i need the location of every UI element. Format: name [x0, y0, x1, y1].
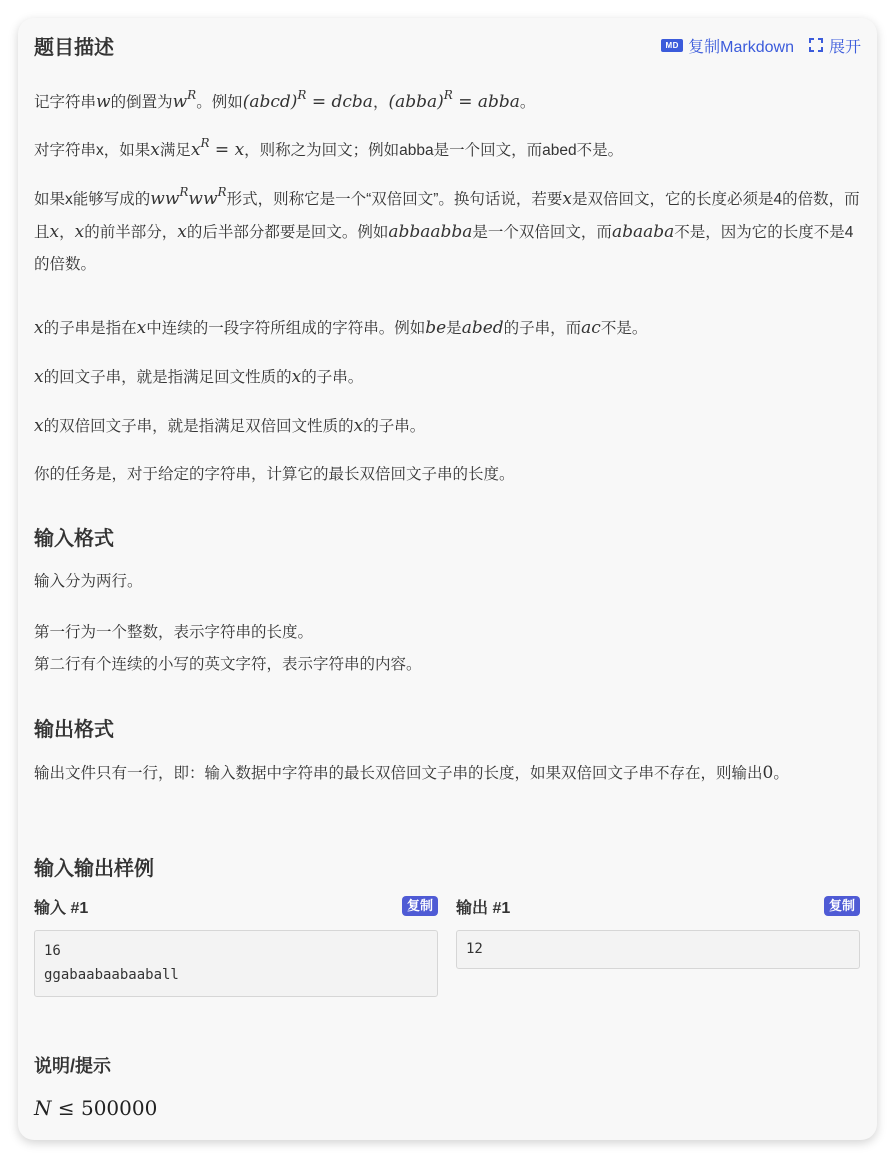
text: 形式，则称它是一个“双倍回文”。换句话说，若要 [226, 191, 563, 208]
desc-paragraph-1 [34, 86, 861, 119]
math: ww [188, 189, 218, 209]
section-title-description: 题目描述 [34, 36, 114, 59]
section-title-hint: 说明/提示 [34, 1056, 112, 1076]
math: abaaba [611, 222, 675, 242]
math-sup: R [443, 88, 453, 102]
math: w [172, 92, 188, 112]
code-line: 16 [44, 943, 61, 959]
copy-input-button[interactable]: 复制 [402, 896, 438, 916]
text: 的双倍回文子串，就是指满足双倍回文性质的 [43, 418, 354, 435]
text: 的子串。 [363, 418, 426, 435]
math: x [177, 222, 187, 242]
math: x [136, 318, 147, 338]
text: 的前半部分， [84, 224, 178, 241]
copy-markdown-button[interactable] [661, 34, 794, 57]
section-title-output-format: 输出格式 [34, 719, 114, 741]
math: abbaabba [388, 222, 473, 242]
text: ，则称之为回文；例如abba是一个回文，而abed不是。 [244, 142, 624, 159]
math: x [291, 367, 302, 387]
text: 是双倍回文，它的长度必须是4的倍数，而且 [34, 191, 860, 241]
math-sup: R [297, 88, 307, 102]
text: 中连续的一段字符所组成的字符串。例如 [146, 320, 426, 337]
input-format-p1: 输入分为两行。 [34, 573, 143, 590]
header-actions [661, 34, 861, 57]
text: 。例如 [196, 94, 243, 111]
code-line: ggabaabaabaaball [44, 967, 179, 983]
math: (abcd) [242, 92, 298, 112]
math: ww [150, 189, 180, 209]
math: x [34, 367, 44, 387]
desc-paragraph-4 [34, 312, 861, 345]
sample-output [456, 894, 860, 969]
desc-paragraph-5 [34, 361, 861, 394]
math: x [353, 416, 364, 436]
math: x [34, 318, 44, 338]
expand-label: 展开 [828, 38, 861, 56]
text: 输出文件只有一行，即：输入数据中字符串的最长双倍回文子串的长度，如果双倍回文子串不存在，则输出 [34, 765, 763, 782]
text: ， [59, 224, 75, 241]
input-format-line1: 第一行为一个整数，表示字符串的长度。 [34, 624, 314, 641]
text: 的倒置为 [110, 94, 173, 111]
problem-card [18, 18, 877, 1140]
math: (abba) [388, 92, 444, 112]
math: x [49, 222, 60, 242]
desc-paragraph-2 [34, 134, 861, 167]
text: ， [372, 94, 389, 111]
math-sup: R [217, 185, 227, 199]
text: 不是。 [600, 320, 648, 337]
math: w [96, 92, 111, 112]
math: x [74, 222, 85, 242]
math: x [150, 140, 160, 160]
math: x [190, 140, 201, 160]
math: N [34, 1096, 52, 1120]
text: 是一个双倍回文，而 [472, 224, 612, 241]
sample-input-head [34, 894, 438, 918]
math: x [34, 416, 44, 436]
math: ≤ 500000 [51, 1096, 158, 1120]
expand-button[interactable] [808, 34, 861, 57]
text: 。 [773, 765, 789, 782]
math-sup: R [179, 185, 189, 199]
code-line: 12 [466, 941, 483, 957]
sample-input-label: 输入 #1 [34, 899, 89, 917]
math: x [562, 189, 572, 209]
math: 0 [762, 763, 774, 783]
text: 对字符串x，如果 [34, 142, 151, 159]
sample-output-label: 输出 #1 [456, 899, 511, 917]
text: 。 [519, 94, 536, 111]
text: 的后半部分都要是回文。例如 [186, 224, 389, 241]
math: ac [581, 318, 601, 338]
output-format-p1 [34, 757, 861, 790]
math: = abba [452, 92, 520, 112]
text: 的子串是指在 [43, 320, 137, 337]
math: be [425, 318, 447, 338]
math-sup: R [187, 88, 197, 102]
math: = dcba [306, 92, 373, 112]
sample-output-box[interactable] [456, 930, 860, 969]
copy-output-button[interactable]: 复制 [824, 896, 860, 916]
sample-input [34, 894, 438, 997]
sample-input-box[interactable] [34, 930, 438, 997]
card-header [34, 30, 861, 60]
text: 的回文子串，就是指满足回文性质的 [43, 369, 292, 386]
text: 满足 [159, 142, 191, 159]
math: = x [209, 140, 245, 160]
text: 的子串。 [301, 369, 364, 386]
expand-icon [808, 37, 824, 53]
text: 不是，因为它的长度不是4的倍数。 [34, 224, 854, 273]
markdown-icon: MD [661, 39, 683, 52]
samples [34, 894, 861, 1014]
text: 是 [446, 320, 462, 337]
section-title-input-format: 输入格式 [34, 528, 114, 550]
copy-markdown-label: 复制Markdown [688, 38, 794, 56]
desc-paragraph-6 [34, 410, 861, 443]
hint-constraint [34, 1096, 861, 1120]
text: 记字符串 [34, 94, 97, 111]
math: abed [461, 318, 504, 338]
desc-paragraph-3 [34, 183, 861, 281]
section-title-samples: 输入输出样例 [34, 858, 154, 880]
text: 的子串，而 [503, 320, 582, 337]
desc-paragraph-7: 你的任务是，对于给定的字符串，计算它的最长双倍回文子串的长度。 [34, 466, 515, 483]
math-sup: R [200, 136, 210, 150]
input-format-line2: 第二行有个连续的小写的英文字符，表示字符串的内容。 [34, 656, 422, 673]
sample-output-head [456, 894, 860, 918]
text: 如果x能够写成的 [34, 191, 151, 208]
